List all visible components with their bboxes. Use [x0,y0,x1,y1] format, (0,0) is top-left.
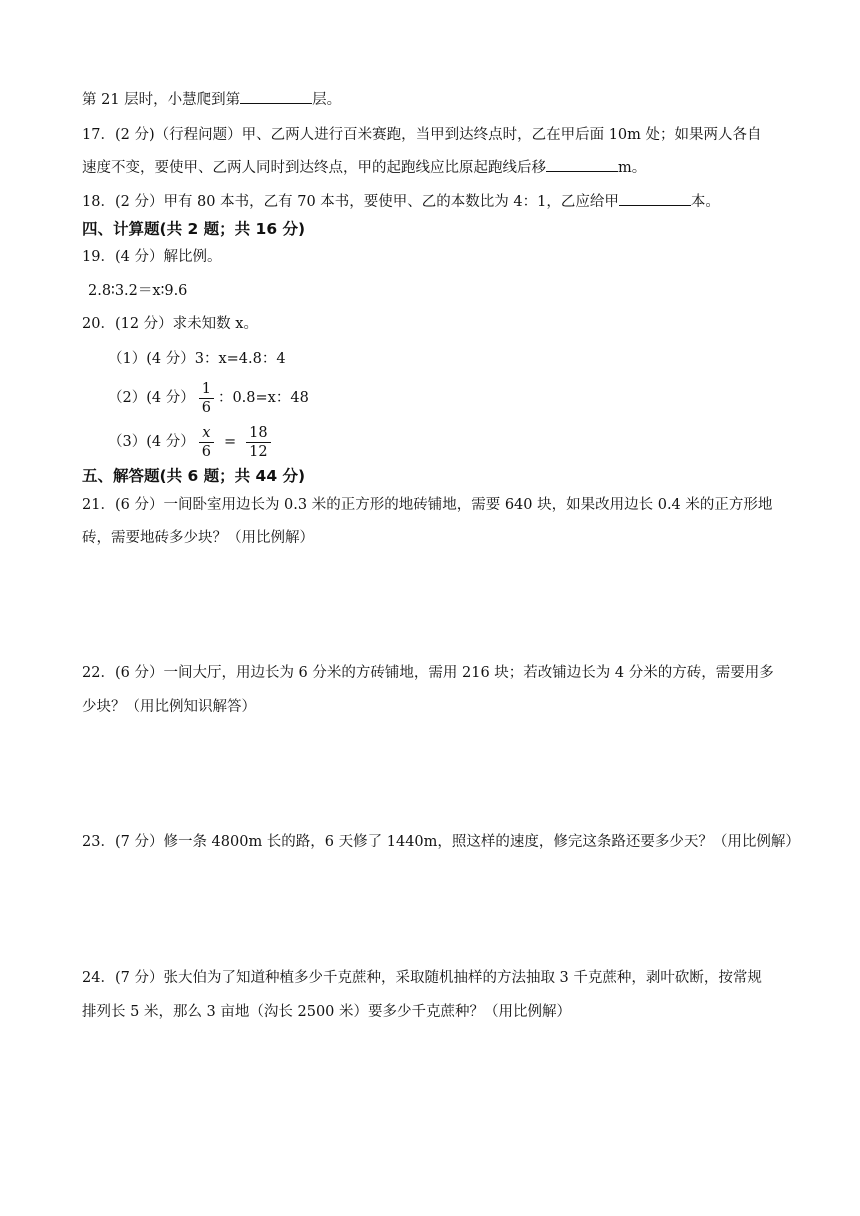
question-24-line-1: 24．(7 分）张大伯为了知道种植多少千克蔗种，采取随机抽样的方法抽取 3 千克蔗种，剥叶砍断，按常规 [82,970,762,986]
question-20-part-1: （1）(4 分）3：x=4.8：4 [108,351,286,367]
answer-blank[interactable] [240,89,312,104]
answer-blank[interactable] [619,191,691,206]
question-24-line-2: 排列长 5 米，那么 3 亩地（沟长 2500 米）要多少千克蔗种？（用比例解） [82,1004,572,1020]
question-23: 23．(7 分）修一条 4800m 长的路，6 天修了 1440m，照这样的速度，修完这条路还要多少天？（用比例解） [82,834,800,850]
question-19-equation: 2.8∶3.2＝x∶9.6 [88,283,188,299]
fraction-one-sixth: $\frac{1}{6}$ [199,380,214,417]
question-21-line-2: 砖，需要地砖多少块？（用比例解） [82,530,314,546]
question-22-line-1: 22．(6 分）一间大厅，用边长为 6 分米的方砖铺地，需用 216 块；若改铺边长为 4 分米的方砖，需要用多 [82,665,774,681]
fraction-x-over-6: $\frac{x}{6}$ [199,424,214,461]
question-22-line-2: 少块？（用比例知识解答） [82,699,256,715]
answer-blank[interactable] [546,157,618,172]
question-20-title: 20．(12 分）求未知数 x。 [82,316,258,332]
question-16-tail: 第 21 层时，小慧爬到第 层。 [82,89,341,110]
question-20-part-3: （3）(4 分） $\frac{x}{6}$ = $\frac{18}{12}$ [108,422,275,462]
question-21-line-1: 21．(6 分）一间卧室用边长为 0.3 米的正方形的地砖铺地，需要 640 块，如果改用边长 0.4 米的正方形地 [82,497,773,513]
question-19-title: 19．(4 分）解比例。 [82,249,222,265]
question-18: 18．(2 分）甲有 80 本书，乙有 70 本书，要使甲、乙的本数比为 4：1，乙应给甲 本。 [82,191,720,212]
fraction-18-over-12: $\frac{18}{12}$ [246,424,270,461]
section-heading-calculation: 四、计算题(共 2 题；共 16 分) [82,220,306,238]
section-heading-word-problems: 五、解答题(共 6 题；共 44 分) [82,467,306,485]
question-17-line-2: 速度不变，要使甲、乙两人同时到达终点，甲的起跑线应比原起跑线后移 m。 [82,157,646,178]
question-20-part-2: （2）(4 分） $\frac{1}{6}$ ：0.8=x：48 [108,380,309,416]
question-17-line-1: 17．(2 分)（行程问题）甲、乙两人进行百米赛跑，当甲到达终点时，乙在甲后面 10m 处；如果两人各自 [82,127,762,143]
